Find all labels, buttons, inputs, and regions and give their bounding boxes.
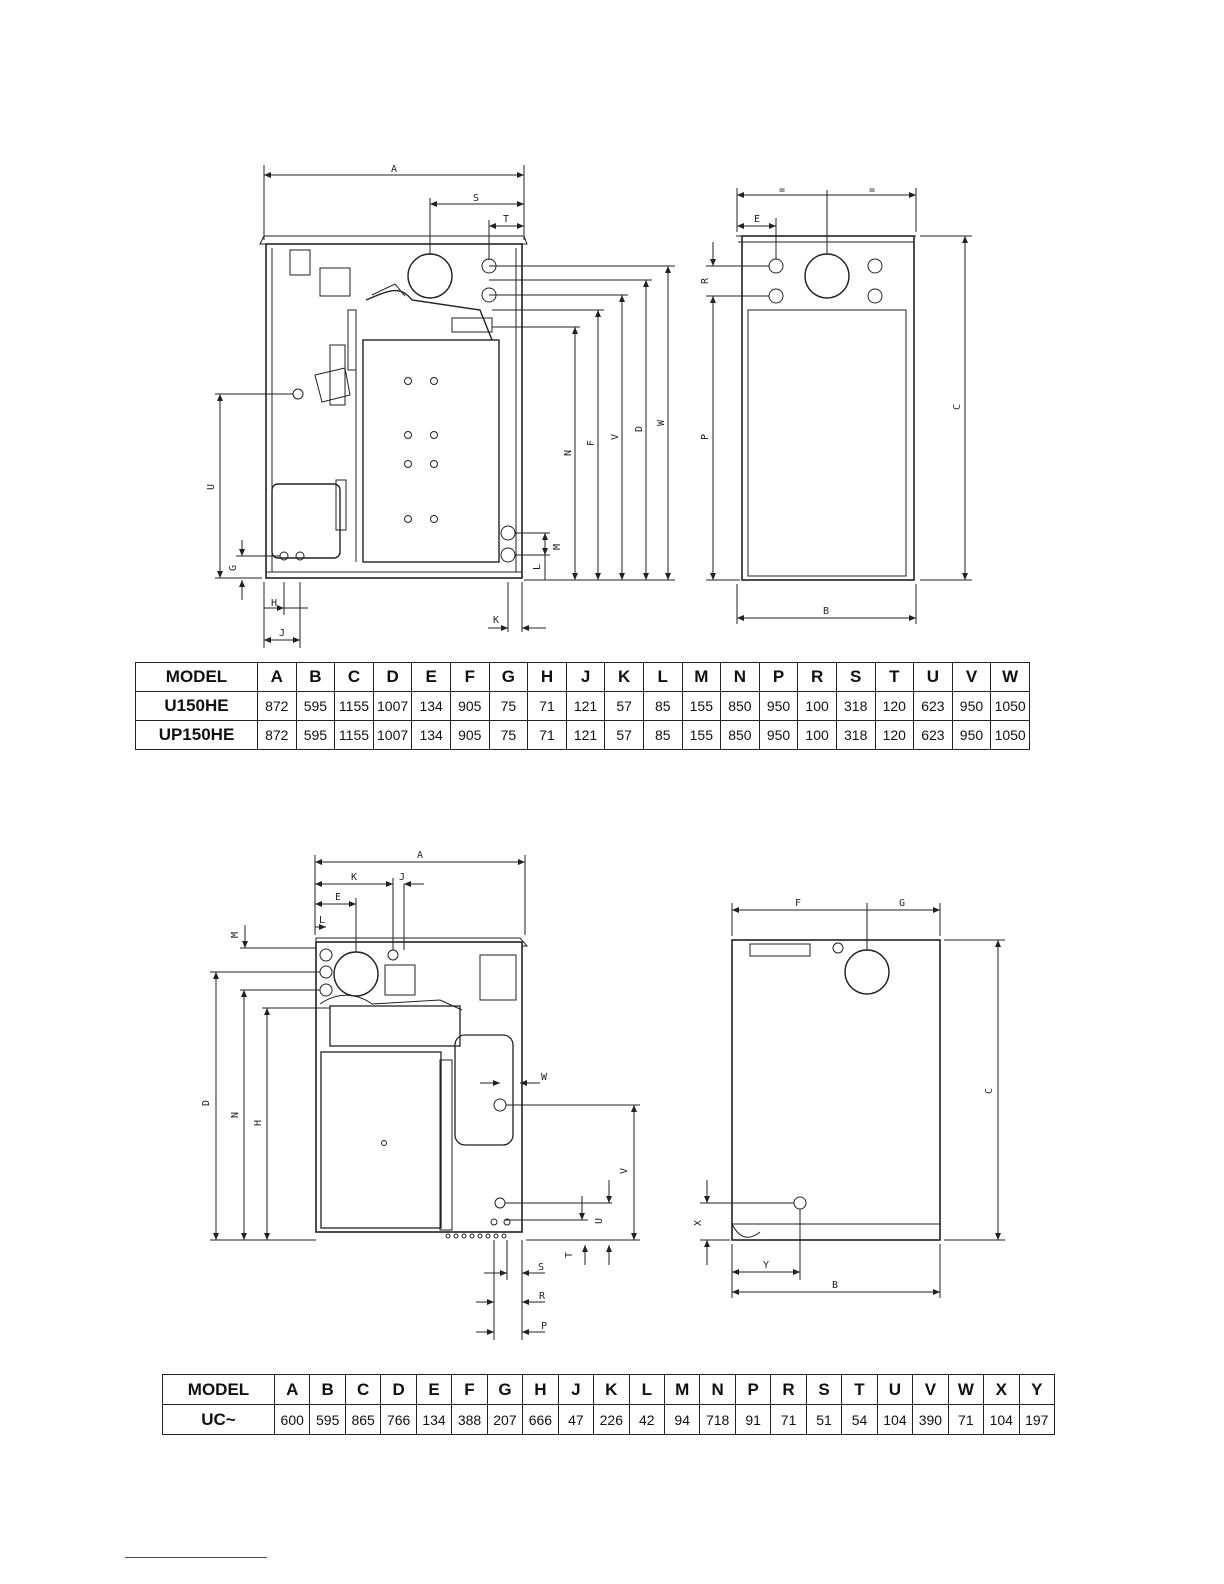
dim-label-w: W xyxy=(656,419,667,426)
table-cell: 197 xyxy=(1019,1405,1054,1435)
header-cell: M xyxy=(664,1375,699,1405)
table-cell: 47 xyxy=(558,1405,593,1435)
dim-label-t: T xyxy=(502,214,510,225)
dimensions-table-u150he xyxy=(135,662,1030,750)
dim-label-u: U xyxy=(594,1217,605,1224)
dim-label-j: J xyxy=(278,628,286,639)
table-cell: 623 xyxy=(914,721,953,750)
header-cell: Y xyxy=(1019,1375,1054,1405)
dim-label-s: S xyxy=(537,1262,545,1273)
table-cell: 100 xyxy=(798,692,837,721)
table-cell: 600 xyxy=(275,1405,310,1435)
header-cell: G xyxy=(489,663,528,692)
header-cell: W xyxy=(991,663,1030,692)
dim-label-g: G xyxy=(228,564,239,571)
header-cell: H xyxy=(523,1375,558,1405)
table-cell: 1007 xyxy=(373,721,412,750)
header-cell: C xyxy=(345,1375,380,1405)
table-cell: 595 xyxy=(310,1405,345,1435)
table-cell: 121 xyxy=(566,721,605,750)
table-cell: 94 xyxy=(664,1405,699,1435)
dim-label-d: D xyxy=(634,425,645,432)
header-cell: X xyxy=(984,1375,1019,1405)
table-cell: 318 xyxy=(836,692,875,721)
table-cell: 85 xyxy=(643,692,682,721)
table-cell: 318 xyxy=(836,721,875,750)
dim-label-e: E xyxy=(334,892,342,903)
dim-label-h: H xyxy=(253,1119,264,1126)
table-cell: 1155 xyxy=(335,692,374,721)
table-cell: 134 xyxy=(412,692,451,721)
header-cell: K xyxy=(605,663,644,692)
table-cell: 155 xyxy=(682,692,721,721)
table-cell: 766 xyxy=(381,1405,416,1435)
table-header-row xyxy=(163,1375,1055,1405)
table-cell: 1050 xyxy=(991,692,1030,721)
dim-label-eq-2: = xyxy=(868,185,876,196)
header-cell: T xyxy=(875,663,914,692)
header-cell: P xyxy=(735,1375,770,1405)
table-cell: 226 xyxy=(594,1405,629,1435)
header-cell: R xyxy=(798,663,837,692)
fig2-front-view xyxy=(210,855,640,1340)
table-row xyxy=(136,721,1030,750)
table-cell: 207 xyxy=(487,1405,522,1435)
dim-label-f: F xyxy=(794,898,802,909)
dim-label-n: N xyxy=(563,449,574,456)
table-cell: 872 xyxy=(258,721,297,750)
header-cell: L xyxy=(629,1375,664,1405)
table-cell: 91 xyxy=(735,1405,770,1435)
header-cell: S xyxy=(806,1375,841,1405)
header-cell: D xyxy=(373,663,412,692)
header-cell: S xyxy=(836,663,875,692)
header-cell: R xyxy=(771,1375,806,1405)
header-cell: A xyxy=(258,663,297,692)
model-cell: UP150HE xyxy=(136,721,258,750)
table-cell: 850 xyxy=(721,721,760,750)
dim-label-b: B xyxy=(831,1280,839,1291)
table-row xyxy=(163,1405,1055,1435)
header-cell: J xyxy=(558,1375,593,1405)
header-cell: K xyxy=(594,1375,629,1405)
header-cell: V xyxy=(952,663,991,692)
fig2-dimension-labels xyxy=(201,850,995,1332)
header-cell: T xyxy=(842,1375,877,1405)
table-cell: 104 xyxy=(984,1405,1019,1435)
table-cell: 120 xyxy=(875,721,914,750)
table-cell: 121 xyxy=(566,692,605,721)
table-cell: 75 xyxy=(489,692,528,721)
table-cell: 905 xyxy=(450,721,489,750)
table-cell: 950 xyxy=(952,692,991,721)
table-cell: 595 xyxy=(296,692,335,721)
model-cell: U150HE xyxy=(136,692,258,721)
table-cell: 905 xyxy=(450,692,489,721)
header-cell: W xyxy=(948,1375,983,1405)
table-cell: 155 xyxy=(682,721,721,750)
table-cell: 71 xyxy=(528,721,567,750)
dim-label-c: C xyxy=(952,403,963,410)
dim-label-m: M xyxy=(230,931,241,938)
header-cell: V xyxy=(913,1375,948,1405)
dim-label-d: D xyxy=(201,1099,212,1106)
fig1-front-view xyxy=(215,165,675,648)
dim-label-v: V xyxy=(610,433,621,440)
table-cell: 42 xyxy=(629,1405,664,1435)
dim-label-m: M xyxy=(552,543,563,550)
table-cell: 54 xyxy=(842,1405,877,1435)
dim-label-a: A xyxy=(416,850,424,861)
dim-label-k: K xyxy=(492,615,500,626)
footer-rule xyxy=(125,1557,267,1558)
table-cell: 104 xyxy=(877,1405,912,1435)
header-cell: J xyxy=(566,663,605,692)
table-cell: 57 xyxy=(605,721,644,750)
dim-label-p: P xyxy=(700,433,711,440)
table-cell: 85 xyxy=(643,721,682,750)
dim-label-s: S xyxy=(472,193,480,204)
table-cell: 1050 xyxy=(991,721,1030,750)
dim-label-r: R xyxy=(538,1291,546,1302)
table-cell: 57 xyxy=(605,692,644,721)
dimensions-table-uc xyxy=(162,1374,1055,1435)
table-cell: 718 xyxy=(700,1405,735,1435)
header-cell: F xyxy=(452,1375,487,1405)
header-cell: M xyxy=(682,663,721,692)
dim-label-t: T xyxy=(564,1251,575,1258)
table-cell: 71 xyxy=(948,1405,983,1435)
table-cell: 100 xyxy=(798,721,837,750)
table-header-row xyxy=(136,663,1030,692)
header-cell: G xyxy=(487,1375,522,1405)
dim-label-j: J xyxy=(398,872,406,883)
dim-label-l: L xyxy=(318,915,326,926)
table-cell: 134 xyxy=(416,1405,451,1435)
header-cell: U xyxy=(877,1375,912,1405)
table-cell: 1007 xyxy=(373,692,412,721)
table-cell: 950 xyxy=(952,721,991,750)
dim-label-x: X xyxy=(693,1219,704,1226)
dim-label-f: F xyxy=(586,439,597,446)
table-cell: 623 xyxy=(914,692,953,721)
table-cell: 134 xyxy=(412,721,451,750)
table-cell: 872 xyxy=(258,692,297,721)
dim-label-w: W xyxy=(540,1072,548,1083)
header-cell: D xyxy=(381,1375,416,1405)
header-cell: L xyxy=(643,663,682,692)
header-cell: C xyxy=(335,663,374,692)
table-row xyxy=(136,692,1030,721)
dim-label-g: G xyxy=(898,898,906,909)
model-cell: UC~ xyxy=(163,1405,275,1435)
fig2-side-view xyxy=(700,903,1005,1298)
dim-label-e: E xyxy=(753,214,761,225)
header-cell: MODEL xyxy=(136,663,258,692)
dim-label-v: V xyxy=(619,1167,630,1174)
header-cell: B xyxy=(310,1375,345,1405)
table-cell: 950 xyxy=(759,692,798,721)
header-cell: E xyxy=(412,663,451,692)
table-cell: 865 xyxy=(345,1405,380,1435)
header-cell: MODEL xyxy=(163,1375,275,1405)
table-cell: 950 xyxy=(759,721,798,750)
dim-label-b: B xyxy=(822,606,830,617)
header-cell: F xyxy=(450,663,489,692)
table-cell: 1155 xyxy=(335,721,374,750)
dim-label-y: Y xyxy=(762,1260,770,1271)
table-cell: 71 xyxy=(771,1405,806,1435)
dim-label-u: U xyxy=(206,483,217,490)
dim-label-p: P xyxy=(540,1321,548,1332)
table-cell: 71 xyxy=(528,692,567,721)
header-cell: P xyxy=(759,663,798,692)
header-cell: N xyxy=(700,1375,735,1405)
dim-label-h: H xyxy=(270,598,278,609)
dim-label-k: K xyxy=(350,872,358,883)
header-cell: U xyxy=(914,663,953,692)
dim-label-r: R xyxy=(700,277,711,284)
table-cell: 595 xyxy=(296,721,335,750)
dim-label-c: C xyxy=(984,1087,995,1094)
table-cell: 390 xyxy=(913,1405,948,1435)
header-cell: A xyxy=(275,1375,310,1405)
header-cell: B xyxy=(296,663,335,692)
header-cell: E xyxy=(416,1375,451,1405)
header-cell: N xyxy=(721,663,760,692)
fig1-side-view xyxy=(706,188,972,624)
table-cell: 388 xyxy=(452,1405,487,1435)
table-cell: 666 xyxy=(523,1405,558,1435)
table-cell: 120 xyxy=(875,692,914,721)
table-cell: 51 xyxy=(806,1405,841,1435)
header-cell: H xyxy=(528,663,567,692)
dim-label-a: A xyxy=(390,164,398,175)
table-cell: 850 xyxy=(721,692,760,721)
dim-label-l: L xyxy=(532,563,543,570)
table-cell: 75 xyxy=(489,721,528,750)
dim-label-n: N xyxy=(230,1111,241,1118)
dim-label-eq-1: = xyxy=(778,185,786,196)
